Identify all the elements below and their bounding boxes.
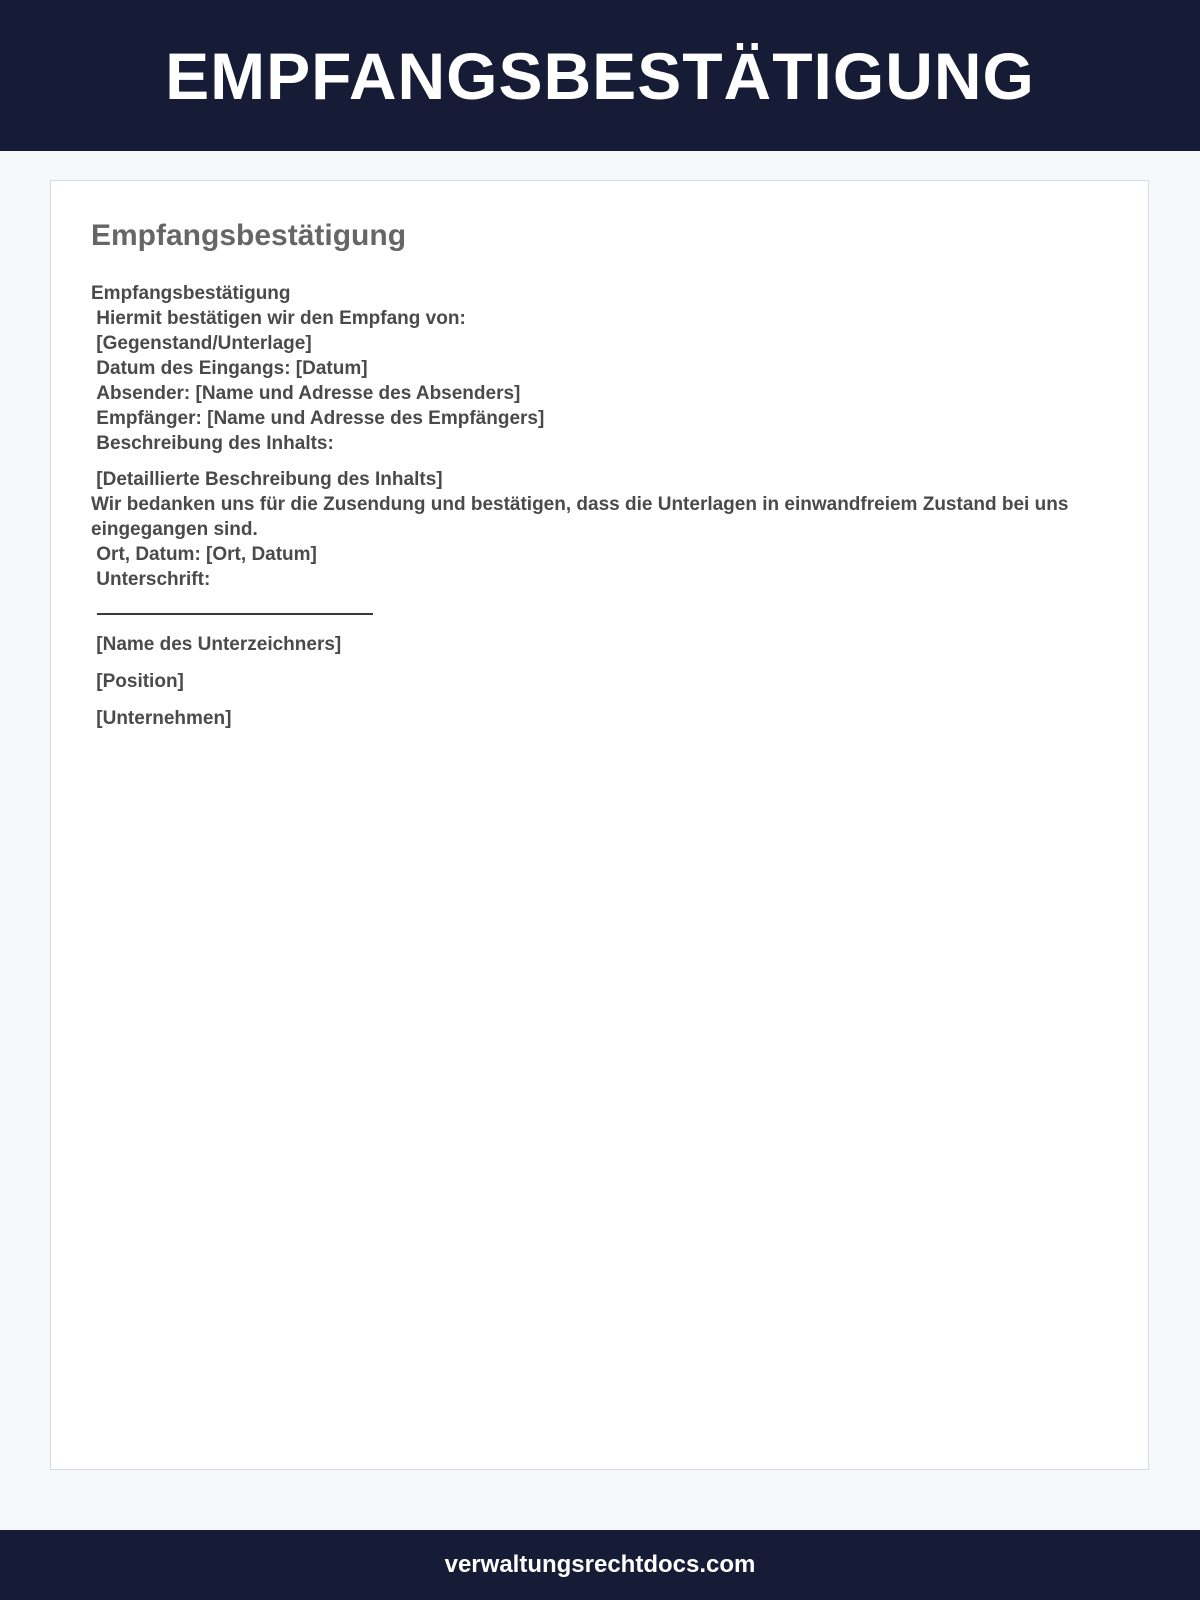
body-line-item: [Gegenstand/Unterlage] bbox=[91, 333, 312, 354]
body-line-intro: Hiermit bestätigen wir den Empfang von: bbox=[91, 308, 466, 329]
body-line-description: [Detaillierte Beschreibung des Inhalts] bbox=[91, 469, 443, 490]
body-line-place-date: Ort, Datum: [Ort, Datum] bbox=[91, 544, 317, 565]
signature-line bbox=[97, 613, 373, 615]
document-card bbox=[50, 180, 1149, 1470]
body-line-recipient: Empfänger: [Name und Adresse des Empfängers] bbox=[91, 408, 545, 429]
signer-position: [Position] bbox=[91, 671, 184, 692]
body-line-sender: Absender: [Name und Adresse des Absenders] bbox=[91, 383, 521, 404]
document-body bbox=[91, 281, 1101, 743]
footer-site: verwaltungsrechtdocs.com bbox=[444, 1551, 756, 1578]
body-line-thanks: Wir bedanken uns für die Zusendung und bestätigen, dass die Unterlagen in einwandfreiem Zustand bei uns eingegangen sind. bbox=[91, 494, 1074, 540]
body-line-heading: Empfangsbestätigung bbox=[91, 283, 291, 304]
page-footer bbox=[0, 1530, 1200, 1600]
signer-company: [Unternehmen] bbox=[91, 708, 232, 729]
signature-block bbox=[91, 632, 1101, 731]
document-title: Empfangsbestätigung bbox=[91, 219, 407, 252]
body-line-date: Datum des Eingangs: [Datum] bbox=[91, 358, 368, 379]
page-header bbox=[0, 0, 1200, 151]
body-line-signature-label: Unterschrift: bbox=[91, 569, 211, 590]
header-title: EMPFANGSBESTÄTIGUNG bbox=[165, 38, 1035, 113]
body-line-description-label: Beschreibung des Inhalts: bbox=[91, 433, 334, 454]
spacer bbox=[91, 456, 1101, 467]
signer-name: [Name des Unterzeichners] bbox=[91, 634, 342, 655]
